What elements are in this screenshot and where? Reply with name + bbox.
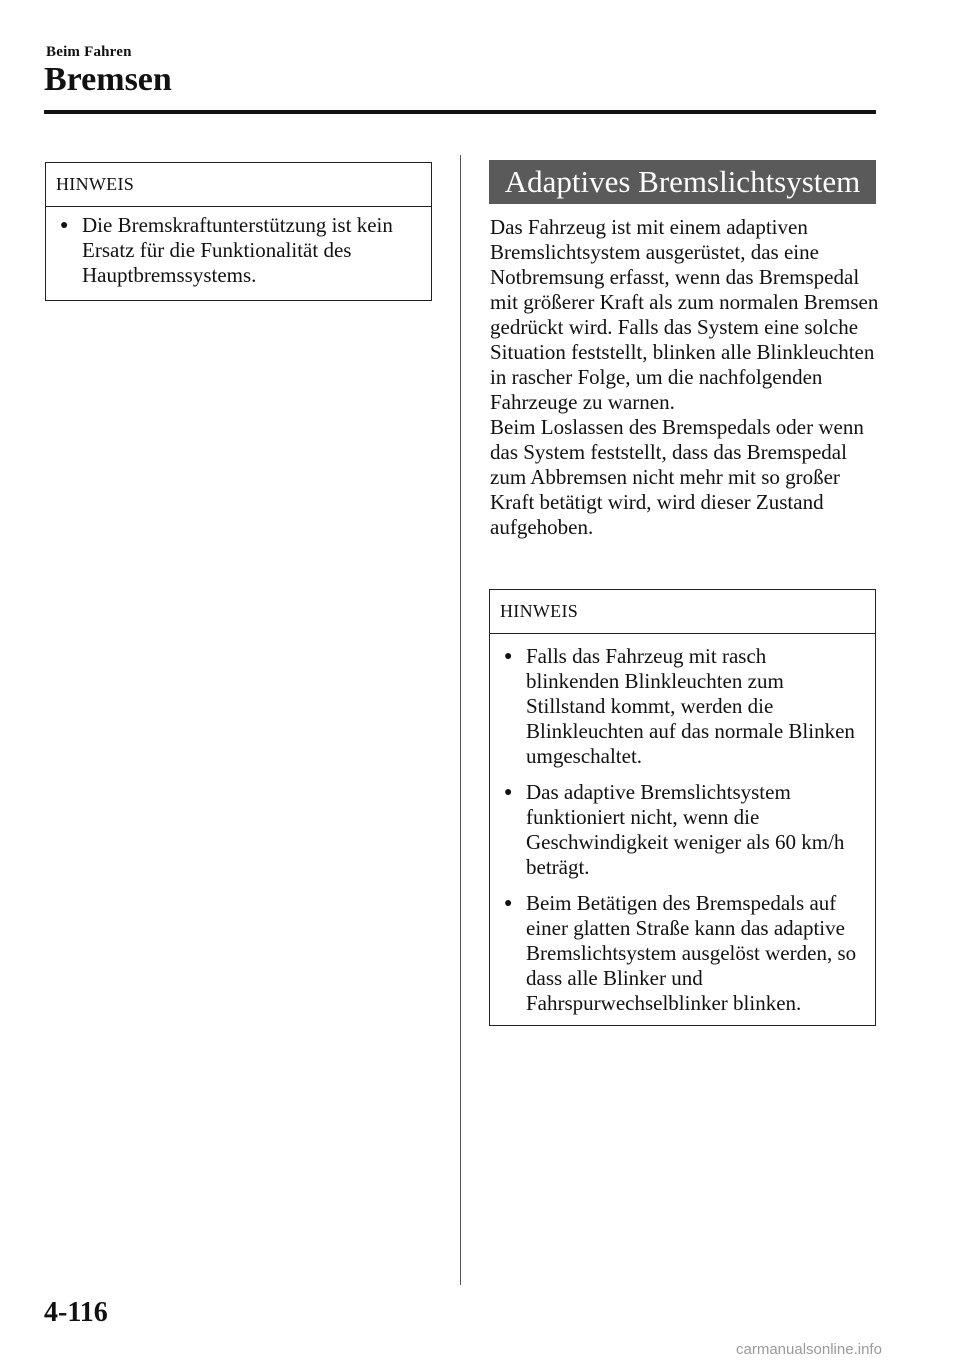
note-item: [56, 213, 419, 288]
bullet-icon: ●: [504, 785, 513, 800]
watermark: carmanualsonline.info: [736, 1341, 882, 1358]
note-item-text: Das adaptive Bremslichtsystem funktioniert nicht, wenn die Geschwindigkeit weniger als 60 km/h beträgt.: [526, 780, 845, 879]
bullet-icon: ●: [504, 896, 513, 911]
column-divider: [460, 155, 461, 1285]
page-title: Bremsen: [44, 61, 172, 98]
body-text: [490, 215, 880, 540]
note-item: [500, 780, 863, 880]
note-item-text: Falls das Fahrzeug mit rasch blinkenden Blinkleuchten zum Stillstand kommt, werden die Blinkleuchten auf das normale Blinken umgeschaltet.: [526, 644, 855, 768]
section-heading: Adaptives Bremslichtsystem: [489, 160, 876, 204]
note-item-text: Beim Betätigen des Bremspedals auf einer glatten Straße kann das adaptive Bremslichtsystem ausgelöst werden, so dass alle Blinker und Fahrspurwechselblinker blinken.: [526, 891, 857, 1015]
note-box-left: [45, 162, 432, 301]
note-heading: HINWEIS: [490, 590, 875, 634]
note-box-right: [489, 589, 876, 1026]
note-item: [500, 891, 863, 1016]
bullet-icon: ●: [504, 649, 513, 664]
paragraph: Das Fahrzeug ist mit einem adaptiven Bremslichtsystem ausgerüstet, das eine Notbremsung erfasst, wenn das Bremspedal mit größerer Kraft als zum normalen Bremsen gedrückt wird. Falls das System eine solche Situation feststellt, blinken alle Blinkleuchten in rascher Folge, um die nachfolgenden Fahrzeuge zu warnen.: [490, 215, 879, 414]
note-item: [500, 644, 863, 769]
paragraph: Beim Loslassen des Bremspedals oder wenn das System feststellt, dass das Bremspedal zum Abbremsen nicht mehr mit so großer Kraft betätigt wird, wird dieser Zustand aufgehoben.: [490, 415, 864, 539]
note-item-text: Die Bremskraftunterstützung ist kein Ersatz für die Funktionalität des Hauptbremssystems.: [82, 213, 393, 287]
breadcrumb: Beim Fahren: [46, 44, 132, 60]
page-number: 4-116: [44, 1297, 108, 1328]
title-underline: [44, 110, 876, 114]
note-list: [490, 634, 875, 1026]
bullet-icon: ●: [60, 218, 69, 233]
note-heading: HINWEIS: [46, 163, 431, 207]
note-list: [46, 207, 431, 298]
